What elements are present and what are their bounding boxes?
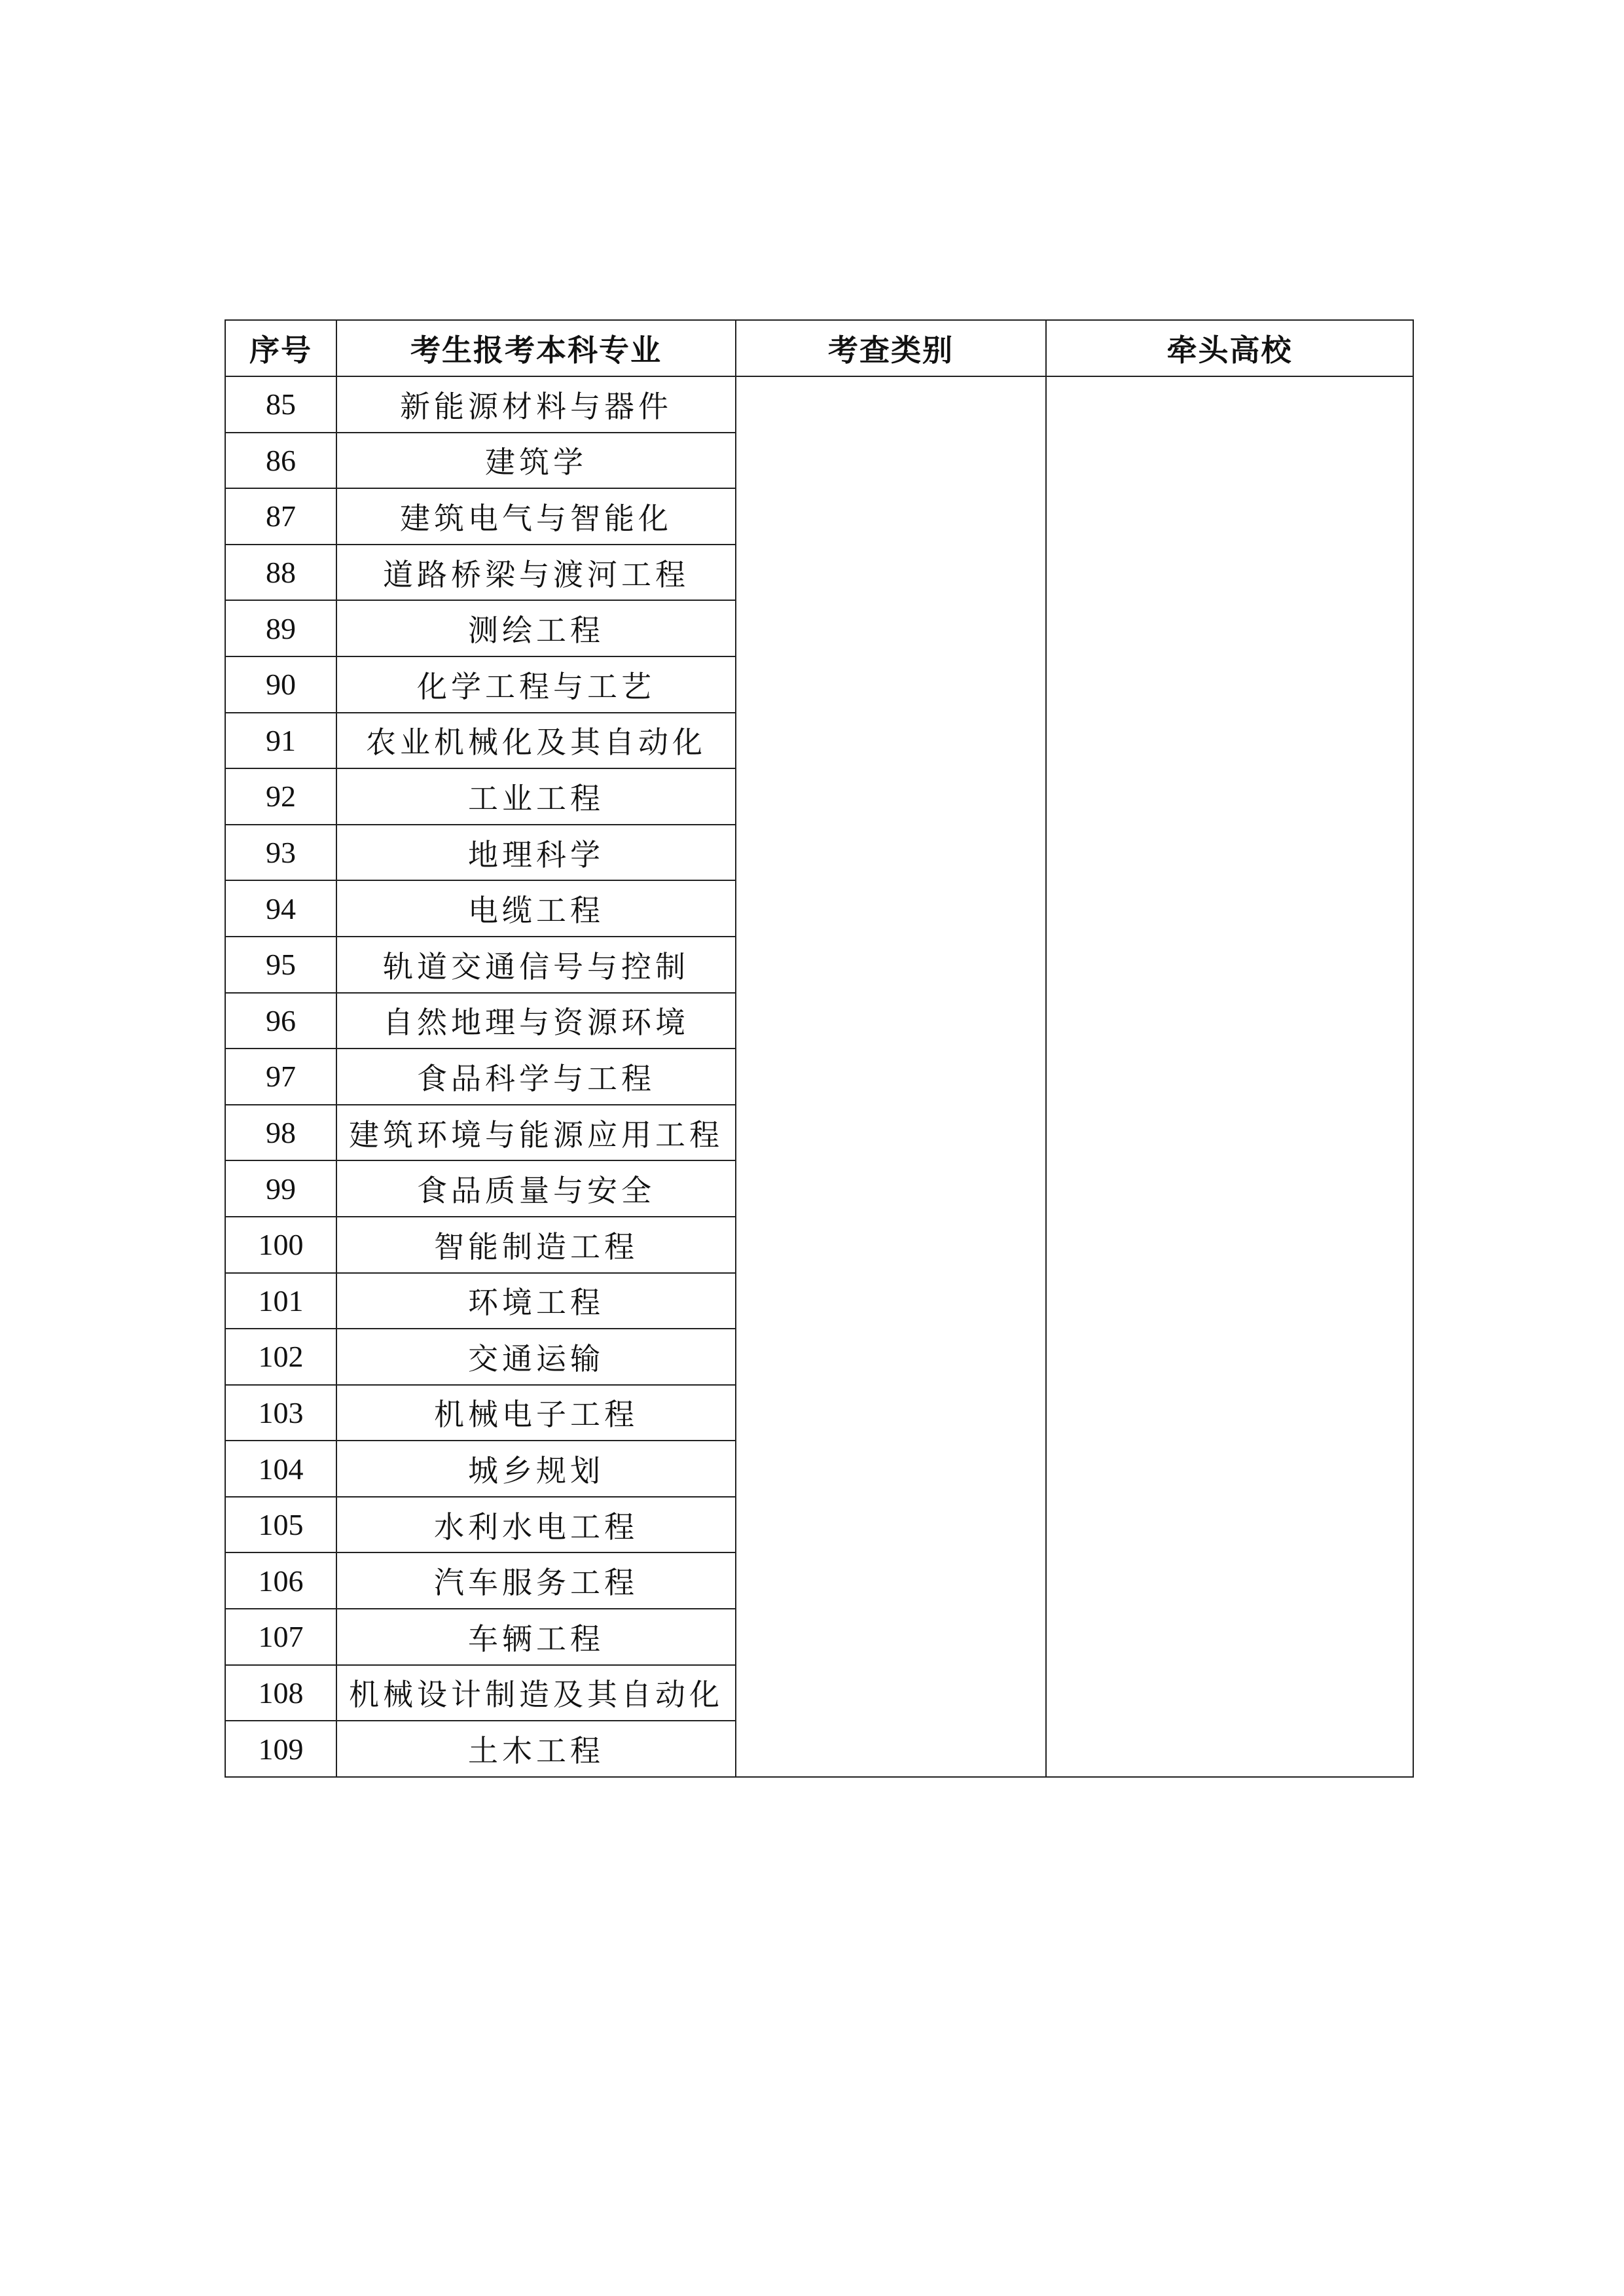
row-index: 107 xyxy=(225,1609,336,1665)
row-major: 自然地理与资源环境 xyxy=(336,993,736,1049)
lead-university-merged-cell xyxy=(1046,376,1413,1777)
row-index: 98 xyxy=(225,1105,336,1161)
row-index: 87 xyxy=(225,488,336,545)
header-lead-university: 牵头高校 xyxy=(1046,320,1413,376)
table-row xyxy=(225,376,1413,433)
row-index: 95 xyxy=(225,937,336,993)
row-index: 88 xyxy=(225,545,336,601)
row-major: 轨道交通信号与控制 xyxy=(336,937,736,993)
category-merged-cell xyxy=(736,376,1046,1777)
row-index: 91 xyxy=(225,713,336,769)
row-index: 106 xyxy=(225,1552,336,1609)
row-index: 85 xyxy=(225,376,336,433)
row-index: 105 xyxy=(225,1497,336,1553)
row-major: 电缆工程 xyxy=(336,880,736,937)
row-index: 108 xyxy=(225,1665,336,1721)
row-index: 86 xyxy=(225,433,336,489)
row-index: 93 xyxy=(225,825,336,881)
row-major: 测绘工程 xyxy=(336,600,736,656)
row-index: 104 xyxy=(225,1441,336,1497)
row-major: 汽车服务工程 xyxy=(336,1552,736,1609)
row-major: 工业工程 xyxy=(336,768,736,825)
row-major: 土木工程 xyxy=(336,1721,736,1777)
row-major: 地理科学 xyxy=(336,825,736,881)
row-index: 97 xyxy=(225,1049,336,1105)
row-index: 103 xyxy=(225,1385,336,1441)
row-major: 建筑环境与能源应用工程 xyxy=(336,1105,736,1161)
row-index: 92 xyxy=(225,768,336,825)
row-index: 102 xyxy=(225,1329,336,1385)
row-major: 城乡规划 xyxy=(336,1441,736,1497)
row-major: 智能制造工程 xyxy=(336,1217,736,1273)
row-major: 农业机械化及其自动化 xyxy=(336,713,736,769)
row-index: 100 xyxy=(225,1217,336,1273)
row-major: 环境工程 xyxy=(336,1273,736,1329)
row-index: 109 xyxy=(225,1721,336,1777)
row-major: 道路桥梁与渡河工程 xyxy=(336,545,736,601)
header-index: 序号 xyxy=(225,320,336,376)
row-major: 食品科学与工程 xyxy=(336,1049,736,1105)
row-major: 机械电子工程 xyxy=(336,1385,736,1441)
row-major: 建筑学 xyxy=(336,433,736,489)
row-major: 新能源材料与器件 xyxy=(336,376,736,433)
row-index: 90 xyxy=(225,656,336,713)
header-major: 考生报考本科专业 xyxy=(336,320,736,376)
row-index: 101 xyxy=(225,1273,336,1329)
row-major: 食品质量与安全 xyxy=(336,1160,736,1217)
row-major: 交通运输 xyxy=(336,1329,736,1385)
row-major: 化学工程与工艺 xyxy=(336,656,736,713)
row-major: 建筑电气与智能化 xyxy=(336,488,736,545)
row-major: 水利水电工程 xyxy=(336,1497,736,1553)
table-header-row xyxy=(225,320,1413,376)
row-index: 94 xyxy=(225,880,336,937)
header-category: 考查类别 xyxy=(736,320,1046,376)
row-major: 车辆工程 xyxy=(336,1609,736,1665)
row-index: 99 xyxy=(225,1160,336,1217)
majors-table xyxy=(225,319,1414,1778)
row-index: 89 xyxy=(225,600,336,656)
row-major: 机械设计制造及其自动化 xyxy=(336,1665,736,1721)
row-index: 96 xyxy=(225,993,336,1049)
